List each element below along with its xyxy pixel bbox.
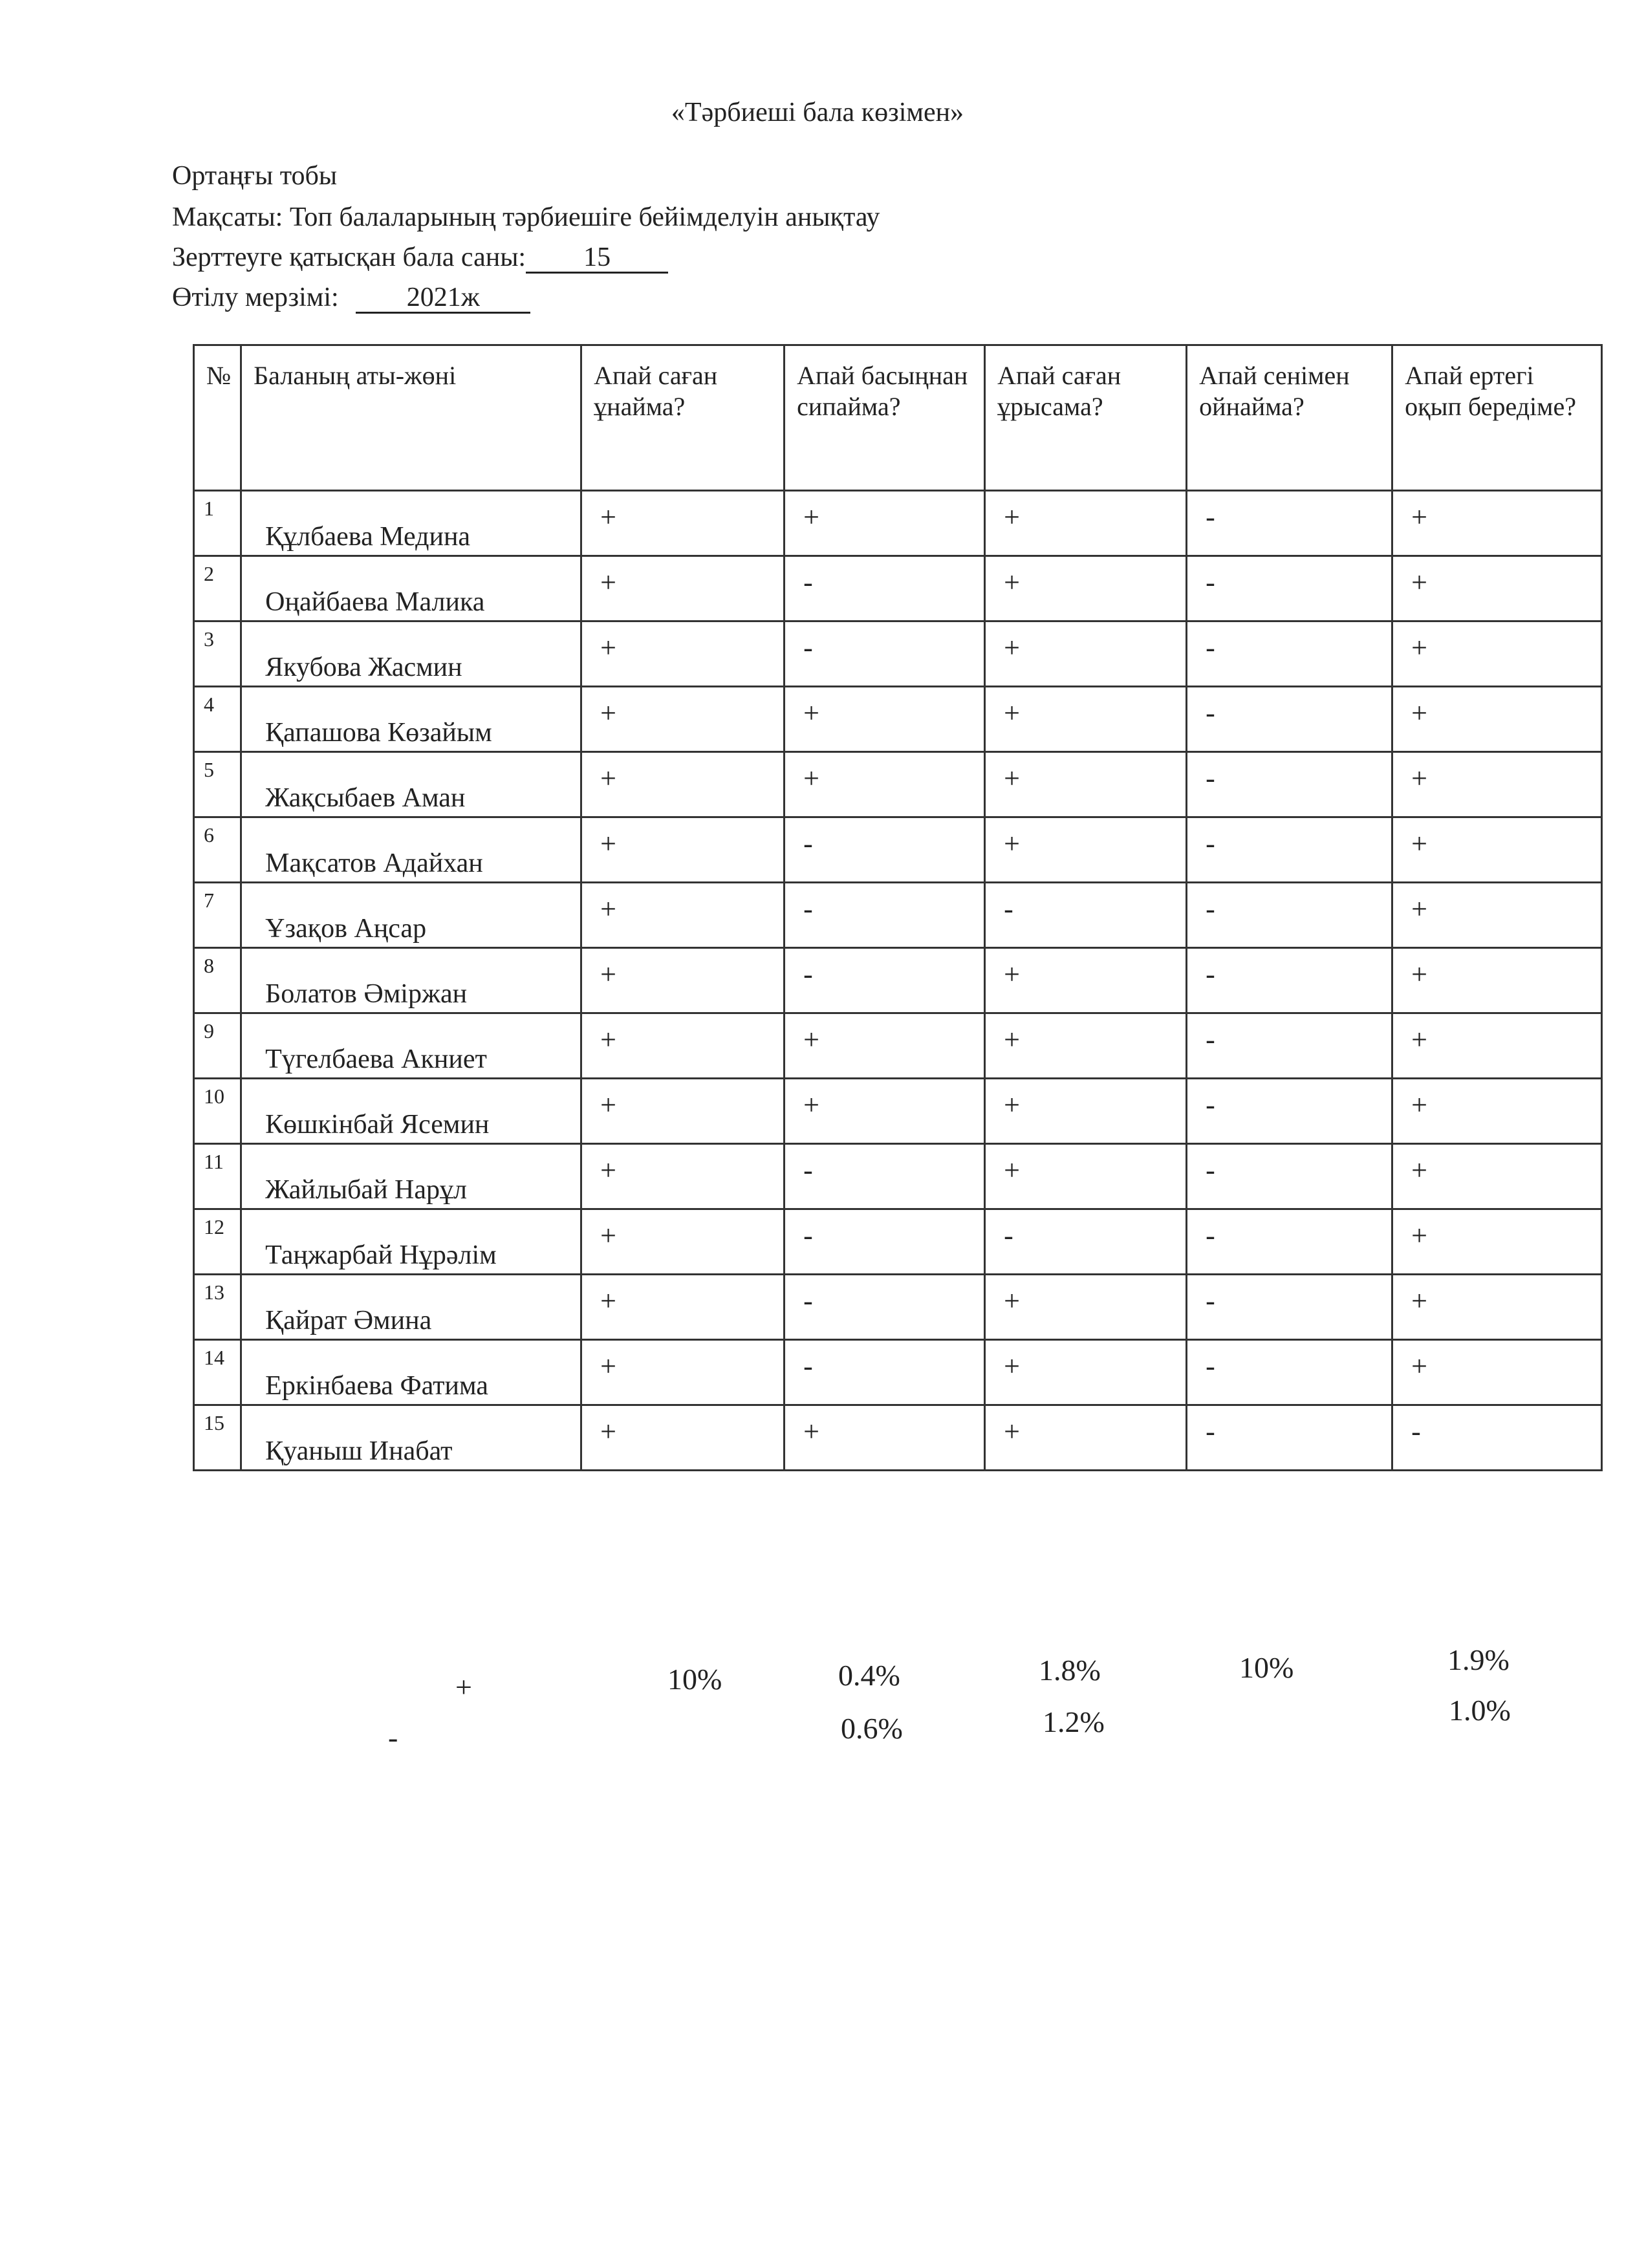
- table-header-row: [194, 345, 1602, 491]
- answer-mark: +: [1411, 697, 1427, 729]
- child-name-cell: [241, 491, 581, 556]
- answer-cell-q1: [581, 883, 785, 948]
- answer-mark: -: [1206, 501, 1215, 533]
- answer-cell-q3: [985, 556, 1187, 621]
- row-number-cell: [194, 1275, 241, 1340]
- answer-mark: +: [600, 632, 616, 664]
- child-name: Болатов Әміржан: [265, 979, 468, 1009]
- answer-cell-q4: [1187, 1144, 1392, 1209]
- row-number: 3: [204, 627, 214, 651]
- answer-mark: +: [600, 1154, 616, 1186]
- answer-mark: +: [1004, 1350, 1020, 1382]
- answer-cell-q3: [985, 1405, 1187, 1471]
- answer-mark: +: [1411, 1350, 1427, 1382]
- answer-mark: -: [1206, 1220, 1215, 1251]
- answer-cell-q3: [985, 1275, 1187, 1340]
- answer-cell-q4: [1187, 883, 1392, 948]
- answer-cell-q5: [1392, 556, 1602, 621]
- answer-mark: +: [600, 958, 616, 990]
- answer-mark: +: [803, 762, 819, 794]
- answer-mark: +: [1004, 501, 1020, 533]
- answer-mark: +: [1004, 958, 1020, 990]
- row-number: 4: [204, 693, 214, 716]
- table-row: [194, 817, 1602, 883]
- answer-cell-q2: [785, 948, 985, 1013]
- answer-mark: +: [1411, 1154, 1427, 1186]
- answer-mark: -: [1206, 828, 1215, 859]
- answer-mark: +: [1411, 567, 1427, 598]
- answer-cell-q3: [985, 491, 1187, 556]
- row-number: 6: [204, 823, 214, 847]
- table-row: [194, 1405, 1602, 1471]
- table-row: [194, 883, 1602, 948]
- summary-plus-q4: 10%: [1239, 1651, 1294, 1684]
- participants-label: Зерттеуге қатысқан бала саны:: [172, 243, 526, 272]
- child-name-cell: [241, 817, 581, 883]
- answer-mark: -: [1206, 762, 1215, 794]
- child-name-cell: [241, 1275, 581, 1340]
- answer-cell-q5: [1392, 1144, 1602, 1209]
- answer-cell-q5: [1392, 817, 1602, 883]
- answer-mark: +: [600, 1285, 616, 1317]
- row-number: 8: [204, 954, 214, 977]
- summary-plus-q3: 1.8%: [1039, 1654, 1101, 1687]
- row-number-cell: [194, 1209, 241, 1275]
- goal-line: Мақсаты: Топ балаларының тәрбиешіге бейімделуін анықтау: [172, 202, 880, 232]
- row-number: 5: [204, 758, 214, 781]
- answer-cell-q4: [1187, 1405, 1392, 1471]
- answer-cell-q1: [581, 491, 785, 556]
- answer-cell-q4: [1187, 687, 1392, 752]
- answer-cell-q3: [985, 1144, 1187, 1209]
- child-name-cell: [241, 752, 581, 817]
- summary-plus-q5: 1.9%: [1447, 1643, 1510, 1676]
- answer-cell-q5: [1392, 1209, 1602, 1275]
- answer-cell-q4: [1187, 948, 1392, 1013]
- answer-mark: -: [803, 1285, 813, 1317]
- row-number-cell: [194, 1340, 241, 1405]
- row-number: 1: [204, 497, 214, 520]
- answer-mark: -: [1206, 1089, 1215, 1121]
- answer-mark: -: [803, 893, 813, 925]
- document-title: «Тәрбиеші бала көзімен»: [671, 98, 964, 127]
- answer-cell-q3: [985, 752, 1187, 817]
- child-name-cell: [241, 621, 581, 687]
- answer-mark: -: [803, 1350, 813, 1382]
- child-name: Таңжарбай Нұрәлім: [265, 1240, 497, 1270]
- child-name: Якубова Жасмин: [265, 653, 462, 682]
- answer-cell-q3: [985, 817, 1187, 883]
- answer-cell-q5: [1392, 621, 1602, 687]
- answer-mark: -: [1411, 1416, 1421, 1447]
- row-number: 14: [204, 1346, 224, 1369]
- answer-mark: +: [803, 1089, 819, 1121]
- answer-mark: +: [1411, 632, 1427, 664]
- answer-mark: -: [1206, 697, 1215, 729]
- table-row: [194, 1144, 1602, 1209]
- answer-cell-q5: [1392, 1275, 1602, 1340]
- table-body: [194, 491, 1602, 1471]
- child-name-cell: [241, 948, 581, 1013]
- answer-cell-q4: [1187, 1340, 1392, 1405]
- row-number-cell: [194, 491, 241, 556]
- answer-mark: -: [1206, 567, 1215, 598]
- row-number-cell: [194, 1144, 241, 1209]
- row-number-cell: [194, 556, 241, 621]
- answer-cell-q2: [785, 1013, 985, 1079]
- answer-mark: -: [1206, 893, 1215, 925]
- answer-mark: +: [600, 1024, 616, 1055]
- table-row: [194, 1209, 1602, 1275]
- group-line: Ортаңғы тобы: [172, 161, 338, 191]
- header-name: Баланың аты-жөні: [241, 345, 581, 491]
- answer-cell-q5: [1392, 883, 1602, 948]
- answer-cell-q1: [581, 948, 785, 1013]
- answer-cell-q2: [785, 817, 985, 883]
- answer-mark: +: [600, 501, 616, 533]
- answer-cell-q5: [1392, 491, 1602, 556]
- table-row: [194, 687, 1602, 752]
- summary-plus-q1: 10%: [667, 1663, 722, 1696]
- row-number: 9: [204, 1019, 214, 1042]
- answer-cell-q5: [1392, 1340, 1602, 1405]
- answer-cell-q4: [1187, 1209, 1392, 1275]
- answer-cell-q1: [581, 1209, 785, 1275]
- answer-mark: +: [1411, 762, 1427, 794]
- child-name: Түгелбаева Акниет: [265, 1044, 487, 1074]
- answer-mark: +: [803, 1024, 819, 1055]
- summary-minus-q3: 1.2%: [1043, 1705, 1105, 1738]
- summary-minus-q5: 1.0%: [1449, 1694, 1511, 1727]
- answer-mark: -: [803, 1154, 813, 1186]
- answer-mark: +: [803, 697, 819, 729]
- answer-cell-q1: [581, 1079, 785, 1144]
- answer-cell-q4: [1187, 817, 1392, 883]
- answer-cell-q2: [785, 1340, 985, 1405]
- row-number: 15: [204, 1411, 224, 1434]
- header-q2: Апай басыңнан сипайма?: [785, 345, 985, 491]
- answer-mark: +: [1411, 893, 1427, 925]
- answer-cell-q3: [985, 883, 1187, 948]
- answer-cell-q4: [1187, 1079, 1392, 1144]
- answer-cell-q5: [1392, 1405, 1602, 1471]
- answer-cell-q2: [785, 752, 985, 817]
- child-name-cell: [241, 1405, 581, 1471]
- answer-cell-q4: [1187, 752, 1392, 817]
- period-label: Өтілу мерзімі:: [172, 283, 339, 312]
- answer-mark: -: [1004, 893, 1013, 925]
- row-number: 12: [204, 1215, 224, 1238]
- table-row: [194, 1013, 1602, 1079]
- row-number: 13: [204, 1280, 224, 1304]
- period-line: [172, 282, 530, 314]
- answer-cell-q2: [785, 883, 985, 948]
- answer-cell-q1: [581, 556, 785, 621]
- row-number: 11: [204, 1150, 224, 1173]
- row-number-cell: [194, 687, 241, 752]
- answer-mark: +: [1411, 828, 1427, 859]
- child-name-cell: [241, 1144, 581, 1209]
- row-number-cell: [194, 752, 241, 817]
- answer-mark: -: [1206, 1024, 1215, 1055]
- answer-cell-q1: [581, 817, 785, 883]
- table-row: [194, 948, 1602, 1013]
- child-name: Жақсыбаев Аман: [265, 783, 466, 813]
- answer-cell-q3: [985, 1013, 1187, 1079]
- answer-mark: -: [803, 828, 813, 859]
- answer-cell-q1: [581, 1144, 785, 1209]
- answer-mark: +: [1004, 1089, 1020, 1121]
- child-name-cell: [241, 556, 581, 621]
- row-number: 2: [204, 562, 214, 585]
- row-number-cell: [194, 1079, 241, 1144]
- answer-cell-q5: [1392, 1013, 1602, 1079]
- child-name: Қуаныш Инабат: [265, 1436, 453, 1466]
- row-number: 7: [204, 889, 214, 912]
- answer-cell-q5: [1392, 687, 1602, 752]
- table-row: [194, 1340, 1602, 1405]
- answer-cell-q1: [581, 1275, 785, 1340]
- answer-cell-q3: [985, 621, 1187, 687]
- answer-mark: +: [1004, 567, 1020, 598]
- row-number-cell: [194, 883, 241, 948]
- child-name: Құлбаева Медина: [265, 522, 471, 552]
- answer-cell-q1: [581, 621, 785, 687]
- answer-mark: +: [803, 501, 819, 533]
- answer-cell-q2: [785, 621, 985, 687]
- answer-cell-q2: [785, 556, 985, 621]
- answer-cell-q5: [1392, 1079, 1602, 1144]
- answer-mark: -: [1206, 1154, 1215, 1186]
- answer-cell-q4: [1187, 1275, 1392, 1340]
- row-number-cell: [194, 817, 241, 883]
- answer-cell-q1: [581, 1405, 785, 1471]
- child-name: Еркінбаева Фатима: [265, 1371, 488, 1401]
- period-value: 2021ж: [356, 283, 530, 314]
- answer-mark: -: [803, 632, 813, 664]
- table-row: [194, 491, 1602, 556]
- table-row: [194, 621, 1602, 687]
- child-name-cell: [241, 883, 581, 948]
- answer-mark: -: [1206, 1416, 1215, 1447]
- answer-mark: -: [1206, 958, 1215, 990]
- child-name: Қайрат Әмина: [265, 1306, 432, 1335]
- child-name: Көшкінбай Ясемин: [265, 1110, 490, 1139]
- answer-mark: +: [1004, 1285, 1020, 1317]
- header-q5: Апай ертегі оқып бередіме?: [1392, 345, 1602, 491]
- answer-cell-q5: [1392, 948, 1602, 1013]
- answer-mark: +: [1004, 632, 1020, 664]
- child-name: Жайлыбай Нарұл: [265, 1175, 467, 1205]
- answer-cell-q5: [1392, 752, 1602, 817]
- answer-mark: +: [600, 697, 616, 729]
- answer-cell-q3: [985, 1340, 1187, 1405]
- header-number: №: [194, 345, 241, 491]
- answer-mark: +: [1411, 501, 1427, 533]
- answer-cell-q4: [1187, 1013, 1392, 1079]
- table-row: [194, 556, 1602, 621]
- table-row: [194, 1079, 1602, 1144]
- answer-cell-q2: [785, 1405, 985, 1471]
- answer-cell-q3: [985, 687, 1187, 752]
- answer-mark: +: [600, 1220, 616, 1251]
- answer-mark: +: [1004, 697, 1020, 729]
- answer-cell-q4: [1187, 621, 1392, 687]
- answer-mark: +: [600, 1350, 616, 1382]
- row-number-cell: [194, 1405, 241, 1471]
- child-name-cell: [241, 1013, 581, 1079]
- answer-cell-q1: [581, 687, 785, 752]
- answer-cell-q3: [985, 1079, 1187, 1144]
- answer-mark: -: [1206, 1285, 1215, 1317]
- row-number-cell: [194, 1013, 241, 1079]
- answer-cell-q1: [581, 752, 785, 817]
- header-q3: Апай саған ұрысама?: [985, 345, 1187, 491]
- answer-mark: +: [1411, 1285, 1427, 1317]
- answer-mark: +: [600, 1089, 616, 1121]
- answer-cell-q2: [785, 1275, 985, 1340]
- answer-mark: -: [803, 958, 813, 990]
- answer-mark: +: [600, 828, 616, 859]
- answer-mark: +: [600, 893, 616, 925]
- answer-mark: +: [1004, 762, 1020, 794]
- answer-mark: -: [1004, 1220, 1013, 1251]
- answer-cell-q3: [985, 1209, 1187, 1275]
- row-number-cell: [194, 948, 241, 1013]
- answer-mark: -: [1206, 632, 1215, 664]
- child-name: Ұзақов Аңсар: [265, 914, 427, 944]
- child-name: Мақсатов Адайхан: [265, 848, 483, 878]
- child-name-cell: [241, 687, 581, 752]
- child-name: Қапашова Көзайым: [265, 718, 492, 748]
- answer-cell-q4: [1187, 556, 1392, 621]
- answer-cell-q1: [581, 1340, 785, 1405]
- table-row: [194, 1275, 1602, 1340]
- answer-mark: +: [600, 1416, 616, 1447]
- summary-plus-q2: 0.4%: [838, 1659, 900, 1692]
- answer-cell-q2: [785, 491, 985, 556]
- answer-mark: +: [803, 1416, 819, 1447]
- row-number: 10: [204, 1085, 224, 1108]
- answer-cell-q2: [785, 1144, 985, 1209]
- child-name: Оңайбаева Малика: [265, 587, 485, 617]
- answer-mark: +: [1411, 1089, 1427, 1121]
- header-q1: Апай саған ұнайма?: [581, 345, 785, 491]
- answer-cell-q3: [985, 948, 1187, 1013]
- participants-line: [172, 242, 668, 274]
- child-name-cell: [241, 1209, 581, 1275]
- summary-minus-sign: -: [388, 1721, 398, 1754]
- answer-mark: +: [1004, 828, 1020, 859]
- summary-plus-sign: +: [455, 1670, 472, 1703]
- answer-mark: -: [803, 567, 813, 598]
- answer-mark: -: [1206, 1350, 1215, 1382]
- row-number-cell: [194, 621, 241, 687]
- answer-mark: +: [1004, 1154, 1020, 1186]
- answer-mark: +: [1004, 1416, 1020, 1447]
- summary-minus-q2: 0.6%: [841, 1712, 903, 1745]
- answer-mark: +: [1411, 1024, 1427, 1055]
- child-name-cell: [241, 1340, 581, 1405]
- child-name-cell: [241, 1079, 581, 1144]
- answer-mark: -: [803, 1220, 813, 1251]
- answer-mark: +: [600, 762, 616, 794]
- answer-cell-q4: [1187, 491, 1392, 556]
- answer-cell-q2: [785, 687, 985, 752]
- answer-cell-q1: [581, 1013, 785, 1079]
- answer-mark: +: [600, 567, 616, 598]
- answer-cell-q2: [785, 1079, 985, 1144]
- survey-table: [193, 344, 1603, 1471]
- answer-mark: +: [1411, 1220, 1427, 1251]
- answer-mark: +: [1004, 1024, 1020, 1055]
- header-q4: Апай сенімен ойнайма?: [1187, 345, 1392, 491]
- answer-mark: +: [1411, 958, 1427, 990]
- table-row: [194, 752, 1602, 817]
- participants-value: 15: [526, 243, 668, 274]
- answer-cell-q2: [785, 1209, 985, 1275]
